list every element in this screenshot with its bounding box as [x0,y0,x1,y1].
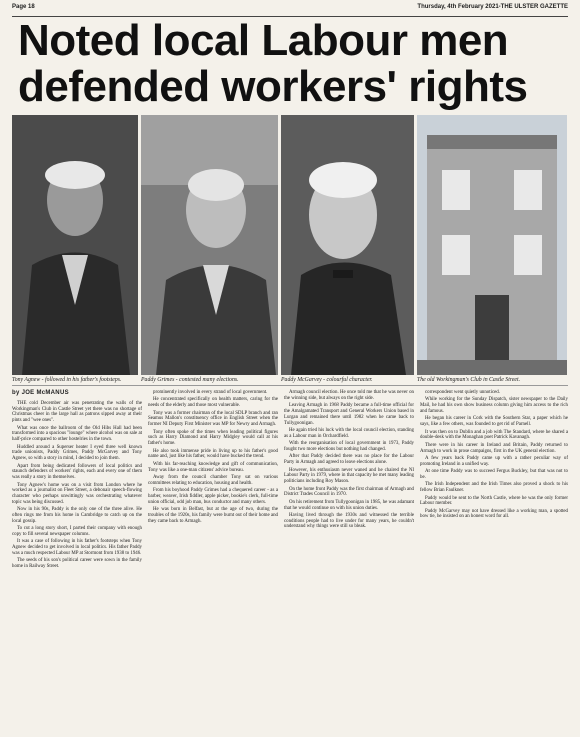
paragraph: It was then on to Dublin and a job with The Standard, where he shared a double-desk with the Monaghan poet Patrick Kavanagh. [420,429,568,441]
paragraph: He again tried his luck with the local council election, standing as a Labour man in Orchardfield. [284,427,414,439]
portrait-figure-2 [141,115,278,375]
byline: by JOE McMANUS [12,390,69,396]
caption-tony-agnew: Tony Agnew - followed in his father's footsteps. [12,377,122,383]
portrait-figure-3 [281,115,414,375]
page-dateline: Thursday, 4th February 2021-THE ULSTER GAZETTE [417,4,568,10]
article-column-3 [284,390,414,532]
article-column-1 [12,390,142,572]
photo-paddy-grimes [141,115,278,375]
paragraph: Paddy McGarvey may not have dressed like a working man, a spotted bow tie, he insisted on an honest word for all. [420,508,568,520]
photo-paddy-mcgarvey [281,115,414,375]
page-number: Page 18 [12,4,35,10]
paragraph: Tony Agnew's home was on a visit from London where he worked as a journalist on Fleet Street, a debonair speech-flowing character who perhaps unwittingly was orchestrating whatever topic was being discussed. [12,482,142,505]
paragraph: From his boyhood Paddy Grimes had a chequered career - as a barber, weaver, Irish fiddler, apple picker, bookie's clerk, full-time union official, odd job man, bus conductor and many others. [148,488,278,505]
paragraph: It was a case of following in his father's footsteps when Tony Agnew decided to get involved in local politics. His father Paddy was a much respected Labour MP at Stormont from 1938 to 1946. [12,539,142,557]
building-image [417,115,567,375]
caption-paddy-mcgarvey: Paddy McGarvey - colourful character. [281,377,373,383]
paragraph: Apart from being dedicated followers of local politics and staunch defenders of workers' rights, each and every one of them was really a story in themselves. [12,463,142,481]
paragraph: He concentrated specifically on health matters, caring for the needs of the elderly and those most vulnerable. [148,397,278,409]
photo-tony-agnew [12,115,138,375]
paragraph: THE cold December air was penetrating the walls of the Workingman's Club in Castle Street yet there was no shortage of Christmas cheer in the large hall as patrons sipped away at their pints and "wee ones". [12,400,142,424]
paragraph: Huddled around a Superser heater I eyed three well known trade unionists, Paddy Grimes, Paddy McGarvey and Tony Agnew, so with a story in mind, I decided to join them. [12,444,142,462]
paragraph: He was born in Belfast, but at the age of two, during the troubles of the 1920s, his family were burnt out of their home and they came back to Armagh. [148,507,278,524]
paragraph: On the home front Paddy was the first chairman of Armagh and District Trades Council in 1970. [284,486,414,498]
paragraph: There were in his career in Ireland and Britain, Paddy returned to Armagh to work in prose campaigns, first in the UK general election. [420,442,568,454]
paragraph: At one time Paddy was to succeed Fergus Buckley, but that was not to be. [420,469,568,480]
paragraph: The Irish Independent and the Irish Times also proved a shock to his fellow Brian Faulkner. [420,482,568,494]
headline-line-1: Noted local Labour men [18,16,509,65]
paragraph: He began his career in Cork with the Southern Star, a paper which he says, like a few others, was founded to get rid of Parnell. [420,416,568,428]
paragraph: While working for the Sunday Dispatch, sister newspaper to the Daily Mail, he had his own show business column giving him access to the rich and famous. [420,397,568,414]
paragraph: Tony was a former chairman of the local SDLP branch and ran Seamus Mallon's constituency office in English Street when the former NI Deputy First Minister was MP for Newry and Armagh. [148,410,278,428]
paragraph: Away from the council chamber Tony sat on various committees relating to education, housing and health. [148,474,278,486]
paragraph: Paddy would be sent to the North Castle, where he was the only former Labour member. [420,495,568,507]
paragraph: Armagh council election. He once told me that he was never on the winning side, but always on the right side. [284,390,414,401]
paragraph: Tony often spoke of the times when leading political figures such as Harry Diamond and Harry Midgley would call at his father's home. [148,429,278,447]
paragraph: Now in his 90s, Paddy is the only one of the three alive. He often rings me from his home in Cambridge to catch up on the local gossip. [12,507,142,524]
paragraph: What was once the ballroom of the Old Hibs Hall had been transformed into a spacious "lounge" where alcohol was on sale at half-price compared to other hostelries in the town. [12,425,142,443]
paragraph: prominently involved in every strand of local government. [153,390,268,395]
paragraph: After that Paddy decided there was no place for the Labour Party in Armagh and agreed to leave elections alone. [284,454,414,466]
headline-line-2: defended workers' rights [18,62,528,111]
photo-workingmans-club [417,115,567,375]
paragraph: To cut a long story short, I parted their company with enough copy to fill several newspaper columns. [12,526,142,538]
article-column-2 [148,390,278,526]
caption-divider [12,385,568,386]
paragraph: With his far-reaching knowledge and gift of communication, Tony was like a one-man citizens' advice bureau. [148,461,278,473]
caption-paddy-grimes: Paddy Grimes - contested many elections. [141,377,239,383]
paragraph: On his retirement from Tullygoonigan in 1985, he was adamant that he would continue on with his union duties. [284,499,414,511]
paragraph: Having lived through the 1930s and witnessed the terrible conditions people had to live under for many years, he couldn't understand why things were still so bleak. [284,512,414,530]
paragraph: Leaving Armagh in 1968 Paddy became a full-time official for the Amalgamated Transport and General Workers Union based in Lurgan and remained there until 1982 when he came back to Tullygoonigan. [284,403,414,426]
article-headline [18,18,563,110]
caption-workingmans-club: The old Workingman's Club in Castle Street. [417,377,521,383]
portrait-figure-1 [12,115,138,375]
paragraph: A few years back Paddy came up with a rather peculiar way of promoting Ireland in a unified way. [420,455,568,467]
paragraph: correspondent went quietly unnoticed. [425,390,500,395]
paragraph: With the reorganisation of local government in 1973, Paddy fought two more elections but nothing had changed. [284,441,414,452]
paragraph: However, his enthusiasm never waned and he chaired the NI Labour Party in 1979, where in that capacity he met many leading politicians including Roy Mason. [284,467,414,485]
article-column-4 [420,390,568,522]
paragraph: He also took immense pride in living up to his father's good name and, just like his father, would have bucked the trend. [148,448,278,460]
paragraph: The seeds of his son's political career were sown in the family home in Railway Street. [12,558,142,570]
